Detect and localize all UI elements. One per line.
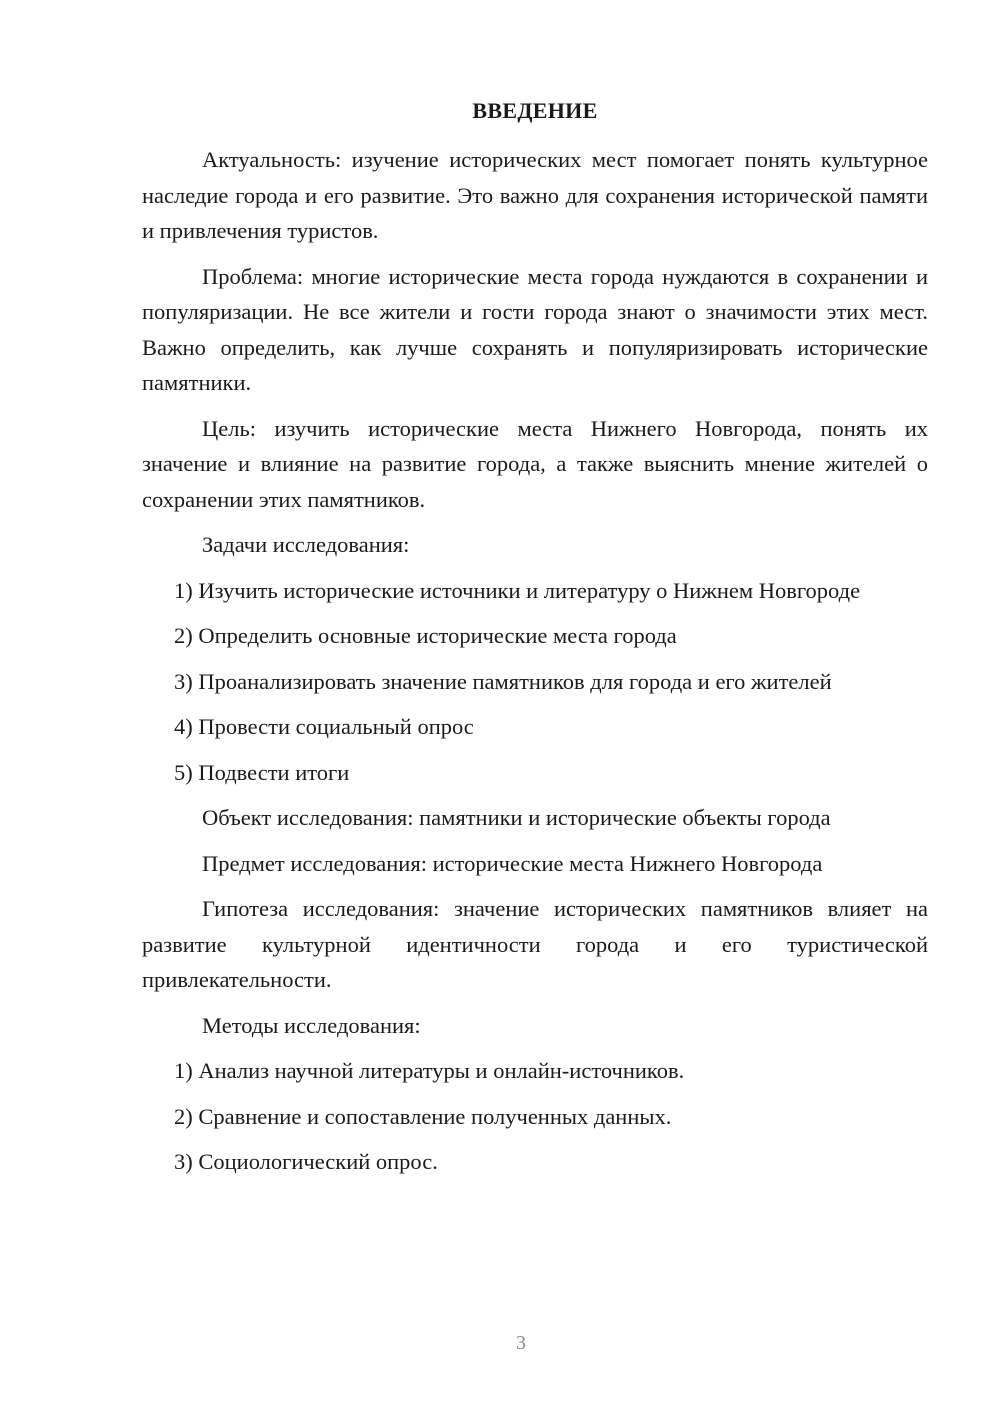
hypothesis-paragraph: Гипотеза исследования: значение исторических памятников влияет на развитие культурной идентичности города и его туристической привлекательности. xyxy=(142,896,928,992)
methods-heading: Методы исследования: xyxy=(202,1012,421,1038)
tasks-heading: Задачи исследования: xyxy=(202,532,410,557)
problem-paragraph: Проблема: многие исторические места города нуждаются в сохранении и популяризации. Не все жители и гости города знают о значимости этих мест. Важно определить, как лучше сохранять и популяризировать исторические памятники. xyxy=(142,263,928,395)
task-item-5: 5) Подвести итоги xyxy=(174,759,350,785)
method-item-2: 2) Сравнение и сопоставление полученных данных. xyxy=(174,1103,672,1129)
method-item-3: 3) Социологический опрос. xyxy=(174,1149,438,1174)
goal-paragraph: Цель: изучить исторические места Нижнего Новгорода, понять их значение и влияние на развитие города, а также выяснить мнение жителей о сохранении этих памятников. xyxy=(142,415,928,512)
subject-paragraph: Предмет исследования: исторические места Нижнего Новгорода xyxy=(202,850,823,876)
task-item-1: 1) Изучить исторические источники и литературу о Нижнем Новгороде xyxy=(174,577,861,603)
task-item-4: 4) Провести социальный опрос xyxy=(174,714,474,739)
object-paragraph: Объект исследования: памятники и исторические объекты города xyxy=(202,805,831,830)
method-item-1: 1) Анализ научной литературы и онлайн-источников. xyxy=(174,1058,685,1083)
relevance-paragraph: Актуальность: изучение исторических мест помогает понять культурное наследие города и его развитие. Это важно для сохранения исторической памяти и привлечения туристов. xyxy=(142,147,928,243)
document-page xyxy=(142,0,928,1414)
task-item-3: 3) Проанализировать значение памятников для города и его жителей xyxy=(174,668,832,694)
section-title: ВВЕДЕНИЕ xyxy=(472,98,598,123)
document-body xyxy=(142,142,928,1180)
page-number: 3 xyxy=(516,1332,526,1354)
task-item-2: 2) Определить основные исторические места города xyxy=(174,623,677,648)
